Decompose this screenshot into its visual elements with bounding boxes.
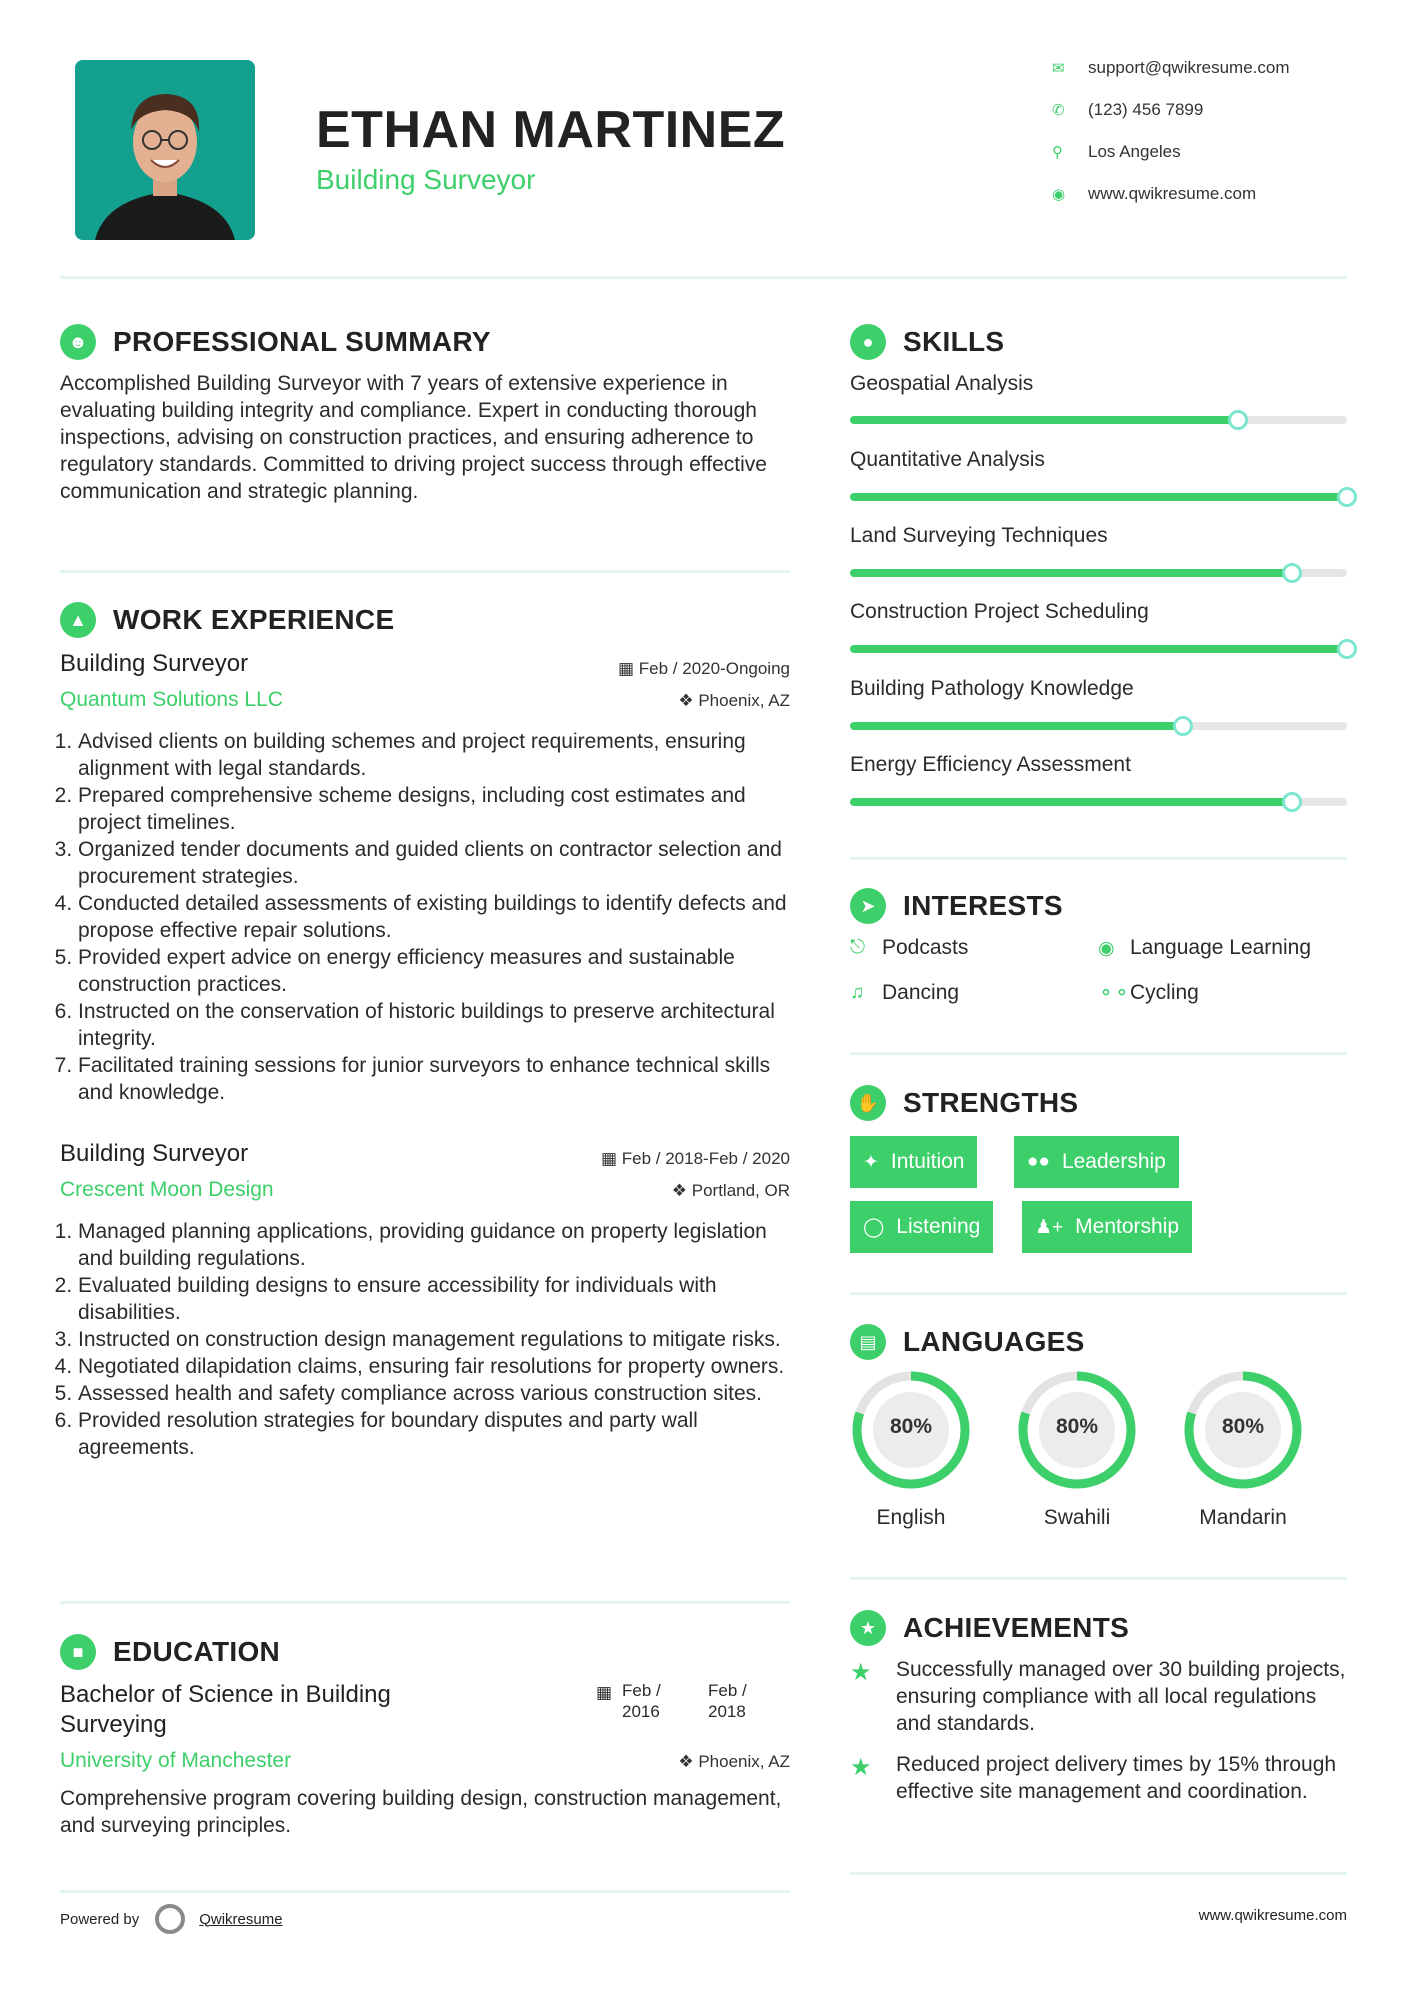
- star-icon: ★: [850, 1659, 872, 1686]
- skills-heading: [850, 324, 1004, 360]
- skill-bar-handle: [1173, 716, 1193, 736]
- skill-bar: [850, 569, 1347, 577]
- education-heading: [60, 1634, 280, 1670]
- map-pin-icon: ⚲: [1052, 144, 1063, 161]
- duty-item: 2. Evaluated building designs to ensure accessibility for individuals with disabilities.: [78, 1272, 800, 1326]
- magic-wand-icon: ✦: [863, 1151, 879, 1173]
- footer-powered-by: [60, 1904, 283, 1934]
- group-icon: ●●: [1027, 1151, 1050, 1172]
- education-title: EDUCATION: [113, 1636, 281, 1667]
- job-1-location: [540, 691, 790, 711]
- powered-by-text: Powered by: [60, 1910, 140, 1928]
- summary-heading: [60, 324, 491, 360]
- summary-text: Accomplished Building Surveyor with 7 years of extensive experience in evaluating building integrity and compliance. Expert in conducting thorough inspections, advising on construction practices, and ensuring adherence to regulatory standards. Committed to driving project success through effective communication and strategic planning.: [60, 372, 767, 503]
- summary-divider: [60, 570, 790, 573]
- lightbulb-icon: ●: [850, 324, 886, 360]
- language-name: Swahili: [1043, 1506, 1111, 1529]
- duty-item: 2. Prepared comprehensive scheme designs, including cost estimates and project timelines.: [78, 782, 800, 836]
- education-start: Feb / 2016: [622, 1681, 661, 1721]
- skill-bar-fill: [850, 493, 1347, 501]
- language-percent: 80%: [1221, 1415, 1265, 1438]
- duty-item: 6. Provided resolution strategies for boundary disputes and party wall agreements.: [78, 1407, 800, 1461]
- phone-icon: ✆: [1052, 102, 1065, 119]
- duty-item: 5. Provided expert advice on energy efficiency measures and sustainable construction practices.: [78, 944, 800, 998]
- strength-badge: [1014, 1136, 1179, 1188]
- language-name: English: [876, 1506, 946, 1529]
- skill-label: Energy Efficiency Assessment: [850, 753, 1131, 776]
- footer-website[interactable]: www.qwikresume.com: [1198, 1907, 1347, 1924]
- job-1-duties: [60, 728, 800, 1106]
- star-icon: ★: [850, 1610, 886, 1646]
- education-school: University of Manchester: [60, 1749, 292, 1772]
- job-2-dates: [500, 1149, 790, 1169]
- interest-label: Podcasts: [882, 936, 969, 959]
- candidate-title: Building Surveyor: [316, 164, 536, 195]
- skill-bar-fill: [850, 645, 1347, 653]
- skill-bar-handle: [1282, 563, 1302, 583]
- duty-item: 4. Conducted detailed assessments of existing buildings to identify defects and propose effective repair solutions.: [78, 890, 800, 944]
- candidate-name: ETHAN MARTINEZ: [316, 101, 786, 159]
- education-location-text: Phoenix, AZ: [698, 1752, 790, 1771]
- interest-item: [1098, 936, 1311, 960]
- experience-heading: [60, 602, 394, 638]
- experience-title: WORK EXPERIENCE: [113, 604, 395, 635]
- interests-heading: [850, 888, 1063, 924]
- qwikresume-link[interactable]: Qwikresume: [199, 1910, 283, 1928]
- job-2-title: Building Surveyor: [60, 1140, 249, 1167]
- music-note-icon: ♫: [850, 982, 865, 1003]
- skill-bar-fill: [850, 798, 1292, 806]
- language-ring: [1016, 1369, 1138, 1491]
- skill-bar: [850, 722, 1347, 730]
- skill-label: Land Surveying Techniques: [850, 524, 1108, 547]
- skill-label: Geospatial Analysis: [850, 372, 1034, 395]
- briefcase-icon: ▲: [60, 602, 96, 638]
- skill-bar-handle: [1228, 410, 1248, 430]
- contact-website-text: www.qwikresume.com: [1088, 184, 1257, 203]
- job-2-company: Crescent Moon Design: [60, 1178, 274, 1201]
- graduation-cap-icon: ■: [60, 1634, 96, 1670]
- envelope-icon: ✉: [1052, 60, 1065, 77]
- contact-website[interactable]: [1052, 184, 1256, 204]
- education-location: [540, 1752, 790, 1772]
- education-divider: [60, 1890, 790, 1893]
- headphones-icon: ◯: [863, 1216, 885, 1238]
- interests-title: INTERESTS: [903, 890, 1063, 921]
- pin-icon: ❖: [671, 1181, 687, 1200]
- language-card-icon: ▤: [850, 1324, 886, 1360]
- skill-bar: [850, 798, 1347, 806]
- skill-bar-handle: [1337, 639, 1357, 659]
- interest-label: Dancing: [882, 981, 960, 1004]
- strength-label: Listening: [896, 1215, 981, 1238]
- skills-divider: [850, 857, 1347, 860]
- strength-label: Mentorship: [1075, 1215, 1180, 1238]
- globe-icon: ◉: [1052, 186, 1066, 203]
- strength-label: Intuition: [890, 1150, 965, 1173]
- header-divider: [60, 276, 1347, 279]
- interest-item: [1098, 981, 1199, 1005]
- skill-bar-fill: [850, 416, 1238, 424]
- interest-label: Cycling: [1130, 981, 1199, 1004]
- language-name: Mandarin: [1199, 1506, 1287, 1529]
- interest-item: [850, 936, 968, 960]
- job-1-company: Quantum Solutions LLC: [60, 688, 283, 711]
- avatar: [75, 60, 255, 240]
- star-icon: ★: [850, 1754, 872, 1781]
- language-percent: 80%: [1055, 1415, 1099, 1438]
- contact-phone-text: (123) 456 7899: [1088, 100, 1204, 119]
- interest-label: Language Learning: [1130, 936, 1312, 959]
- strength-badge: [850, 1136, 977, 1188]
- strength-badge: [1022, 1201, 1192, 1253]
- skill-label: Quantitative Analysis: [850, 448, 1045, 471]
- education-degree: Bachelor of Science in Building Surveying: [60, 1681, 391, 1738]
- skill-bar: [850, 416, 1347, 424]
- duty-item: 5. Assessed health and safety compliance across various construction sites.: [78, 1380, 800, 1407]
- achievements-heading: [850, 1610, 1129, 1646]
- qwikresume-logo-icon: [155, 1904, 185, 1934]
- pin-icon: ❖: [678, 1752, 694, 1771]
- achievement-item: Successfully managed over 30 building projects, ensuring compliance with all local regulations and standards.: [896, 1658, 1346, 1735]
- duty-item: 7. Facilitated training sessions for junior surveyors to enhance technical skills and knowledge.: [78, 1052, 800, 1106]
- experience-divider: [60, 1601, 790, 1604]
- skill-bar: [850, 645, 1347, 653]
- skill-bar-fill: [850, 569, 1292, 577]
- bicycle-icon: ⚬⚬: [1098, 982, 1130, 1004]
- contact-email-text: support@qwikresume.com: [1088, 58, 1290, 77]
- calendar-icon: ▦: [617, 659, 635, 678]
- duty-item: 1. Advised clients on building schemes and project requirements, ensuring alignment with legal standards.: [78, 728, 800, 782]
- strength-label: Leadership: [1061, 1150, 1166, 1173]
- language-ring: [1182, 1369, 1304, 1491]
- achievements-divider: [850, 1872, 1347, 1875]
- duty-item: 3. Instructed on construction design management regulations to mitigate risks.: [78, 1326, 800, 1353]
- job-2-location: [540, 1181, 790, 1201]
- job-1-dates-text: Feb / 2020-Ongoing: [638, 659, 790, 678]
- skills-title: SKILLS: [903, 326, 1005, 357]
- achievement-item: Reduced project delivery times by 15% through effective site management and coordination.: [896, 1753, 1337, 1803]
- job-2-dates-text: Feb / 2018-Feb / 2020: [621, 1149, 790, 1168]
- education-end: Feb / 2018: [708, 1681, 747, 1721]
- skill-bar: [850, 493, 1347, 501]
- achievements-title: ACHIEVEMENTS: [903, 1612, 1130, 1643]
- skill-label: Building Pathology Knowledge: [850, 677, 1134, 700]
- duty-item: 6. Instructed on the conservation of historic buildings to preserve architectural integrity.: [78, 998, 800, 1052]
- contact-location: [1052, 142, 1181, 162]
- summary-title: PROFESSIONAL SUMMARY: [113, 326, 491, 357]
- duty-item: 4. Negotiated dilapidation claims, ensuring fair resolutions for property owners.: [78, 1353, 800, 1380]
- job-2-duties: [60, 1218, 800, 1461]
- skill-bar-handle: [1337, 487, 1357, 507]
- profile-photo: [75, 60, 255, 240]
- pin-icon: ❖: [678, 691, 694, 710]
- strengths-heading: [850, 1085, 1078, 1121]
- strengths-title: STRENGTHS: [903, 1087, 1079, 1118]
- calendar-icon: ▦: [596, 1683, 613, 1702]
- duty-item: 3. Organized tender documents and guided clients on contractor selection and procurement strategies.: [78, 836, 800, 890]
- microphone-icon: ⎋: [850, 937, 866, 958]
- contact-email[interactable]: [1052, 58, 1290, 78]
- skill-bar-fill: [850, 722, 1183, 730]
- language-ring: [850, 1369, 972, 1491]
- user-icon: ☻: [60, 324, 96, 360]
- languages-title: LANGUAGES: [903, 1326, 1085, 1357]
- job-1-title: Building Surveyor: [60, 650, 249, 677]
- globe-icon: ◉: [1098, 937, 1115, 959]
- skill-label: Construction Project Scheduling: [850, 600, 1149, 623]
- fist-icon: ✋: [850, 1085, 886, 1121]
- job-1-location-text: Phoenix, AZ: [698, 691, 790, 710]
- interest-item: [850, 981, 959, 1005]
- contact-location-text: Los Angeles: [1088, 142, 1181, 161]
- languages-heading: [850, 1324, 1085, 1360]
- language-percent: 80%: [889, 1415, 933, 1438]
- strength-badge: [850, 1201, 993, 1253]
- job-1-dates: [540, 659, 790, 679]
- job-2-location-text: Portland, OR: [691, 1181, 790, 1200]
- interests-divider: [850, 1052, 1347, 1055]
- duty-item: 1. Managed planning applications, providing guidance on property legislation and building regulations.: [78, 1218, 800, 1272]
- paper-plane-icon: ➤: [850, 888, 886, 924]
- contact-phone[interactable]: [1052, 100, 1203, 120]
- languages-divider: [850, 1577, 1347, 1580]
- skill-bar-handle: [1282, 792, 1302, 812]
- user-plus-icon: ♟+: [1035, 1216, 1064, 1238]
- calendar-icon: ▦: [600, 1149, 618, 1168]
- education-description: Comprehensive program covering building design, construction management, and surveying principles.: [60, 1787, 782, 1837]
- strengths-divider: [850, 1292, 1347, 1295]
